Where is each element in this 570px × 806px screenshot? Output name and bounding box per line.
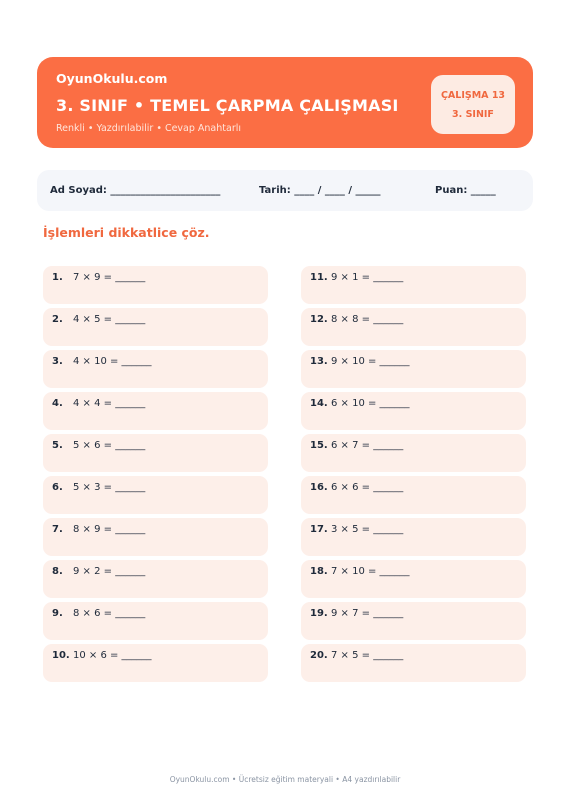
problem-expression: 6 × 6 = ______ — [331, 482, 404, 493]
problem-number: 12. — [310, 314, 328, 325]
problem-number: 4. — [52, 398, 63, 409]
problem-expression: 4 × 4 = ______ — [73, 398, 146, 409]
problem-expression: 7 × 5 = ______ — [331, 650, 404, 661]
worksheet-subtitle: Renkli • Yazdırılabilir • Cevap Anahtarlı — [56, 123, 242, 134]
problem-expression: 8 × 8 = ______ — [331, 314, 404, 325]
site-name: OyunOkulu.com — [56, 71, 168, 86]
problem-expression: 5 × 3 = ______ — [73, 482, 146, 493]
problem-expression: 9 × 2 = ______ — [73, 566, 146, 577]
worksheet-badge — [431, 75, 515, 134]
problem-card — [43, 266, 268, 304]
problem-expression: 5 × 6 = ______ — [73, 440, 146, 451]
problem-number: 17. — [310, 524, 328, 535]
problem-card — [43, 434, 268, 472]
problem-number: 13. — [310, 356, 328, 367]
problem-number: 15. — [310, 440, 328, 451]
badge-worksheet-number: ÇALIŞMA 13 — [440, 90, 506, 101]
problem-expression: 4 × 5 = ______ — [73, 314, 146, 325]
problem-number: 8. — [52, 566, 63, 577]
problem-expression: 9 × 10 = ______ — [331, 356, 410, 367]
problem-card — [43, 350, 268, 388]
problem-card — [301, 434, 526, 472]
problem-number: 5. — [52, 440, 63, 451]
problem-number: 2. — [52, 314, 63, 325]
problem-expression: 7 × 10 = ______ — [331, 566, 410, 577]
problem-card — [43, 602, 268, 640]
problem-expression: 9 × 7 = ______ — [331, 608, 404, 619]
problem-expression: 8 × 6 = ______ — [73, 608, 146, 619]
problem-expression: 4 × 10 = ______ — [73, 356, 152, 367]
problem-number: 3. — [52, 356, 63, 367]
problem-number: 11. — [310, 272, 328, 283]
problem-expression: 10 × 6 = ______ — [73, 650, 152, 661]
problem-expression: 3 × 5 = ______ — [331, 524, 404, 535]
problem-number: 10. — [52, 650, 70, 661]
worksheet-header — [37, 57, 533, 148]
name-field: Ad Soyad: ______________________ — [50, 185, 221, 196]
problem-card — [301, 308, 526, 346]
worksheet-title: 3. SINIF • TEMEL ÇARPMA ÇALIŞMASI — [56, 96, 399, 115]
problem-expression: 7 × 9 = ______ — [73, 272, 146, 283]
problem-card — [301, 392, 526, 430]
date-field: Tarih: ____ / ____ / _____ — [259, 185, 381, 196]
problem-card — [43, 392, 268, 430]
problem-number: 18. — [310, 566, 328, 577]
problem-number: 16. — [310, 482, 328, 493]
instruction-text: İşlemleri dikkatlice çöz. — [43, 225, 210, 240]
problem-expression: 6 × 10 = ______ — [331, 398, 410, 409]
problem-card — [301, 266, 526, 304]
problem-expression: 8 × 9 = ______ — [73, 524, 146, 535]
student-info-bar — [37, 170, 533, 211]
problem-card — [301, 602, 526, 640]
problem-card — [301, 644, 526, 682]
problem-card — [43, 518, 268, 556]
problem-number: 9. — [52, 608, 63, 619]
problem-card — [43, 644, 268, 682]
score-field: Puan: _____ — [435, 185, 496, 196]
problem-expression: 6 × 7 = ______ — [331, 440, 404, 451]
problem-card — [301, 350, 526, 388]
problem-expression: 9 × 1 = ______ — [331, 272, 404, 283]
problem-number: 6. — [52, 482, 63, 493]
problem-card — [43, 308, 268, 346]
problem-number: 1. — [52, 272, 63, 283]
problem-number: 20. — [310, 650, 328, 661]
problem-number: 14. — [310, 398, 328, 409]
badge-grade: 3. SINIF — [452, 109, 494, 120]
problem-card — [43, 476, 268, 514]
problem-card — [43, 560, 268, 598]
problem-number: 19. — [310, 608, 328, 619]
page-footer: OyunOkulu.com • Ücretsiz eğitim materyali • A4 yazdırılabilir — [169, 775, 401, 784]
problem-card — [301, 518, 526, 556]
problem-card — [301, 560, 526, 598]
problem-number: 7. — [52, 524, 63, 535]
problem-card — [301, 476, 526, 514]
